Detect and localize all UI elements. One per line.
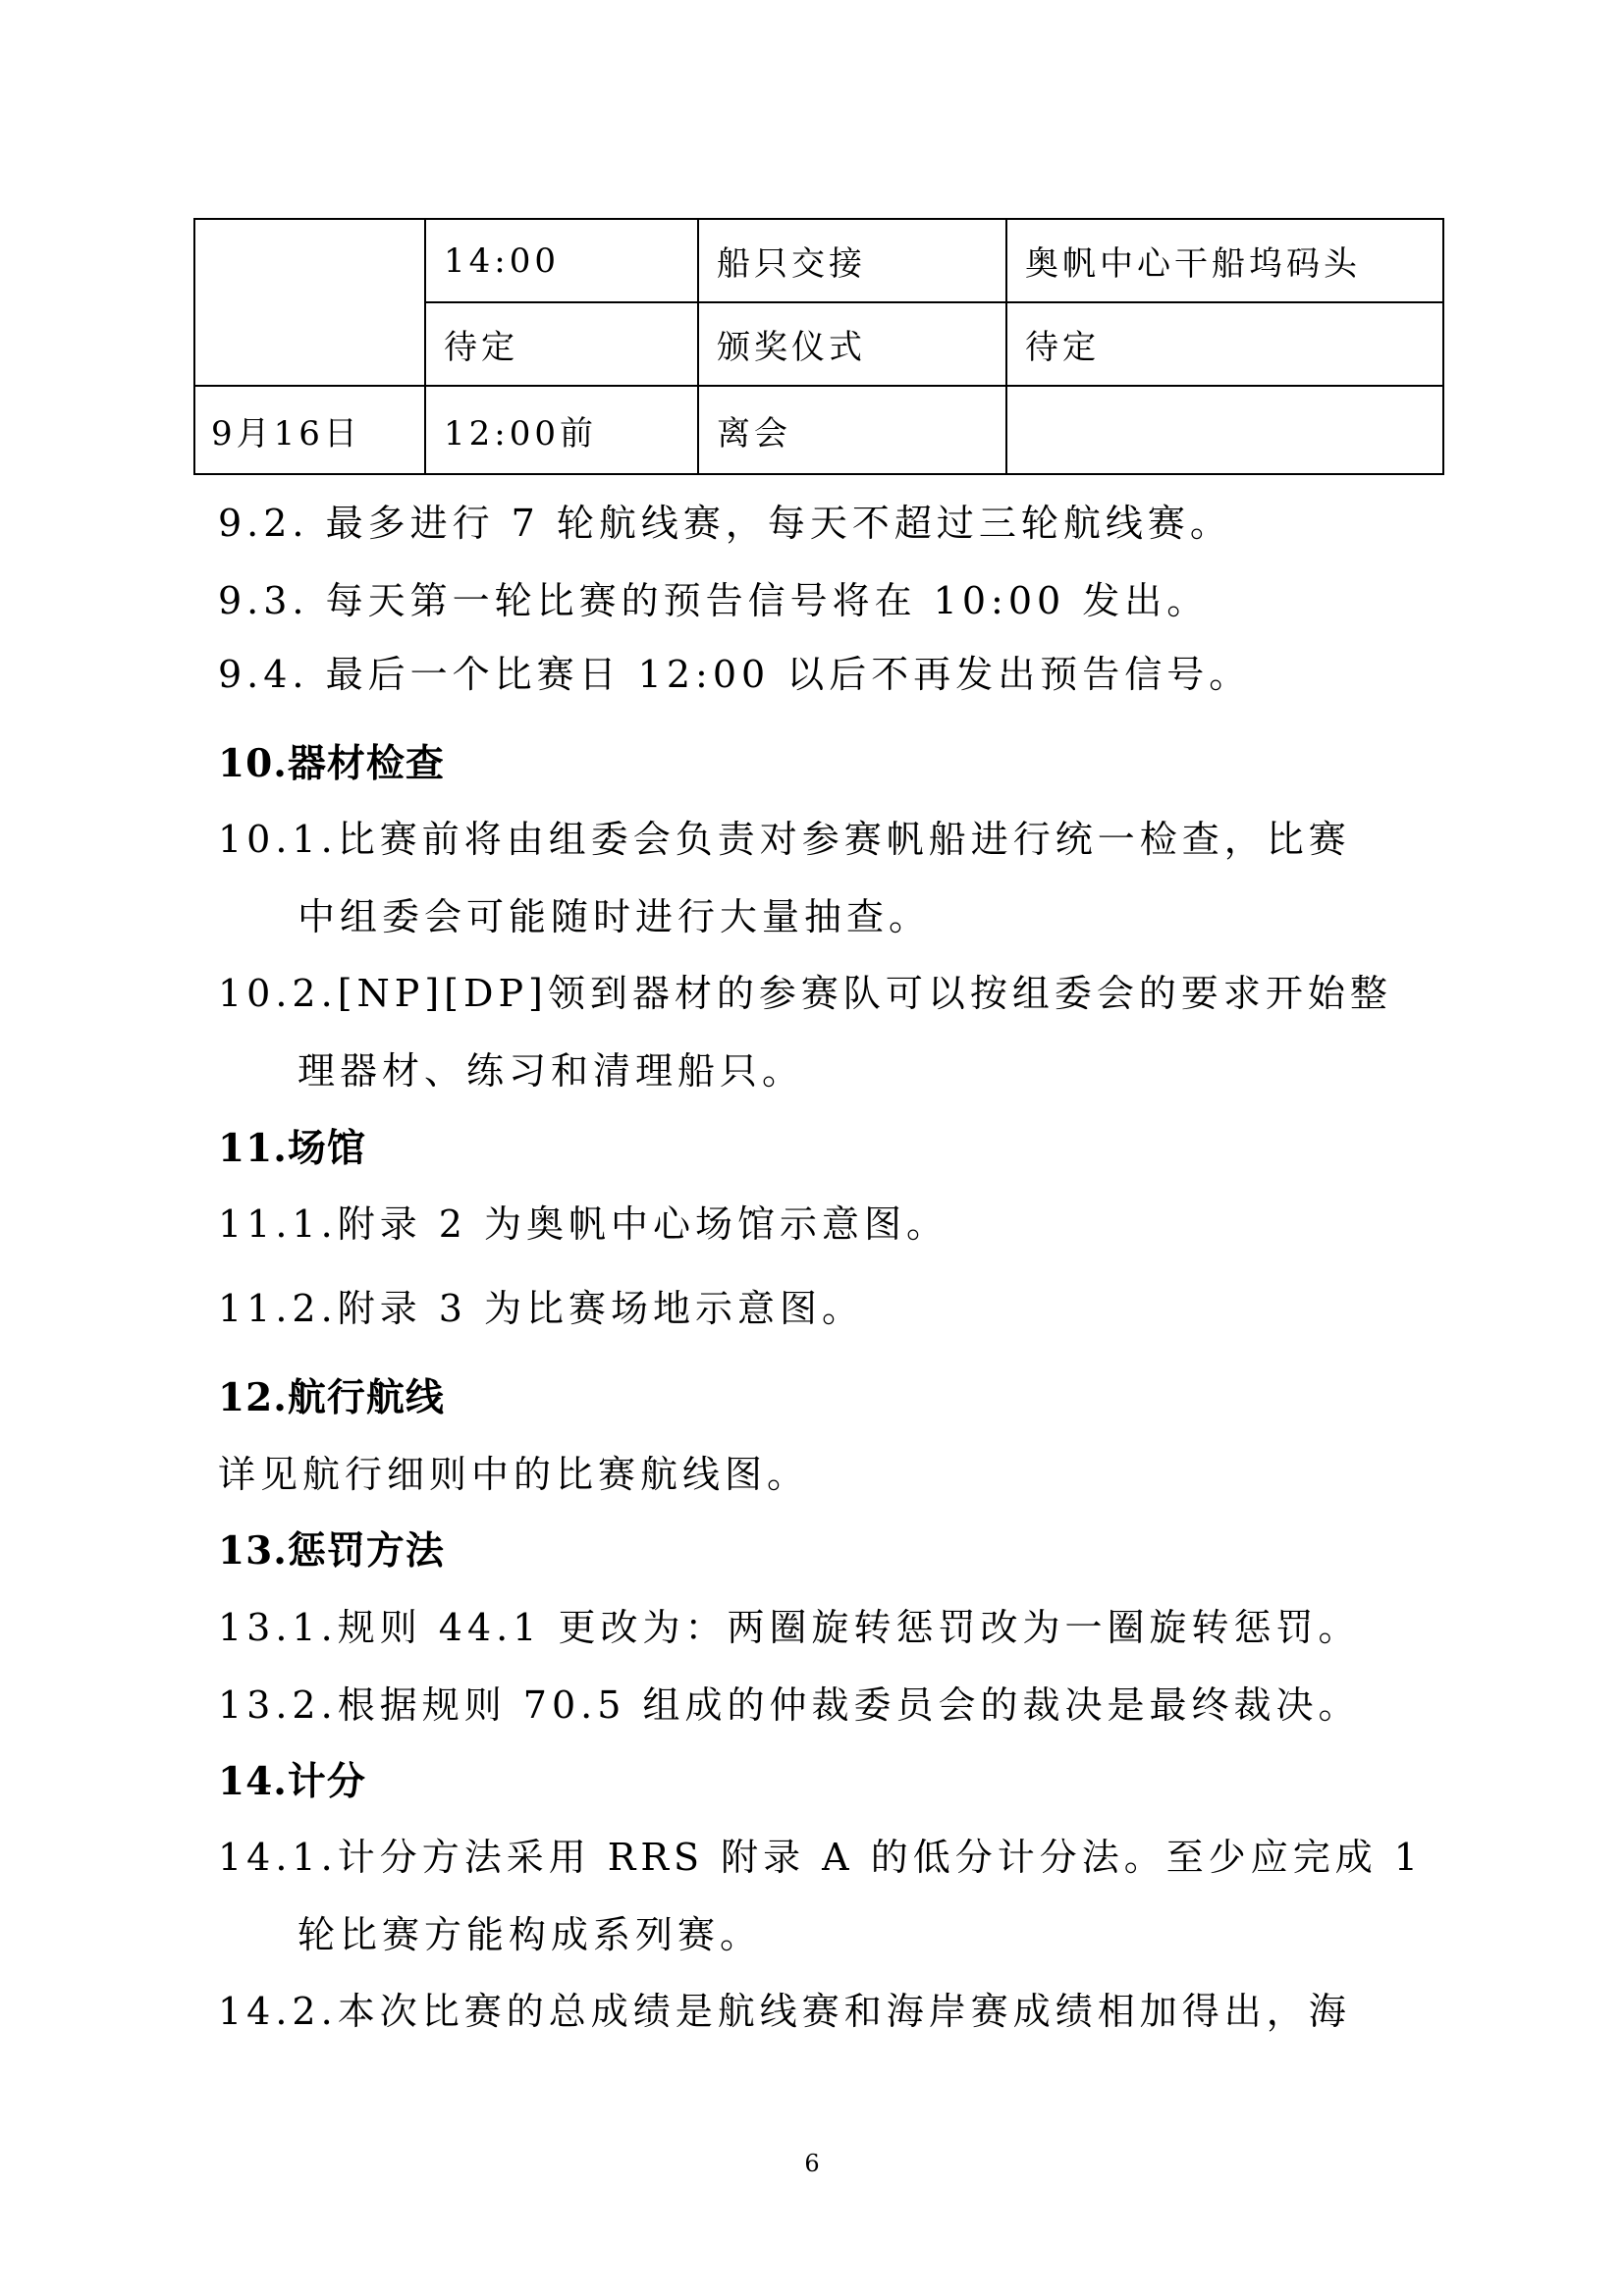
clause-13-1: 13.1.规则 44.1 更改为：两圈旋转惩罚改为一圈旋转惩罚。: [218, 1606, 1361, 1649]
time-cell: 待定: [425, 302, 698, 386]
table-row: [194, 219, 1443, 302]
section-heading-10: 10.器材检查: [218, 741, 445, 786]
clause-11-1: 11.1.附录 2 为奥帆中心场馆示意图。: [218, 1202, 949, 1246]
location-cell: 待定: [1006, 302, 1443, 386]
date-cell: [194, 219, 425, 386]
clause-14-2: 14.2.本次比赛的总成绩是航线赛和海岸赛成绩相加得出，海: [218, 1990, 1351, 2033]
date-cell: 9月16日: [194, 386, 425, 474]
clause-10-2: 10.2.[NP][DP]领到器材的参赛队可以按组委会的要求开始整: [218, 972, 1392, 1015]
section-heading-13: 13.惩罚方法: [218, 1528, 445, 1574]
table-row: [194, 386, 1443, 474]
event-cell: 离会: [698, 386, 1006, 474]
time-cell: 14:00: [425, 219, 698, 302]
schedule-table: [193, 218, 1444, 475]
section-heading-14: 14.计分: [218, 1759, 366, 1804]
clause-9-4: 9.4. 最后一个比赛日 12:00 以后不再发出预告信号。: [218, 653, 1252, 696]
event-cell: 船只交接: [698, 219, 1006, 302]
clause-10-1: 10.1.比赛前将由组委会负责对参赛帆船进行统一检查，比赛: [218, 818, 1351, 861]
section-heading-11: 11.场馆: [218, 1126, 366, 1171]
clause-9-2: 9.2. 最多进行 7 轮航线赛，每天不超过三轮航线赛。: [218, 502, 1232, 545]
event-cell: 颁奖仪式: [698, 302, 1006, 386]
location-cell: [1006, 386, 1443, 474]
clause-10-1-continuation: 中组委会可能随时进行大量抽查。: [298, 895, 932, 938]
clause-9-3: 9.3. 每天第一轮比赛的预告信号将在 10:00 发出。: [218, 579, 1210, 622]
clause-11-2: 11.2.附录 3 为比赛场地示意图。: [218, 1287, 865, 1330]
clause-13-2: 13.2.根据规则 70.5 组成的仲裁委员会的裁决是最终裁决。: [218, 1683, 1361, 1727]
section-heading-12: 12.航行航线: [218, 1375, 445, 1420]
time-cell: 12:00前: [425, 386, 698, 474]
clause-14-1-continuation: 轮比赛方能构成系列赛。: [298, 1913, 763, 1956]
clause-12: 详见航行细则中的比赛航线图。: [218, 1453, 810, 1496]
clause-14-1: 14.1.计分方法采用 RRS 附录 A 的低分计分法。至少应完成 1: [218, 1836, 1423, 1879]
page-number: 6: [804, 2150, 820, 2177]
clause-10-2-continuation: 理器材、练习和清理船只。: [298, 1049, 805, 1093]
location-cell: 奥帆中心干船坞码头: [1006, 219, 1443, 302]
